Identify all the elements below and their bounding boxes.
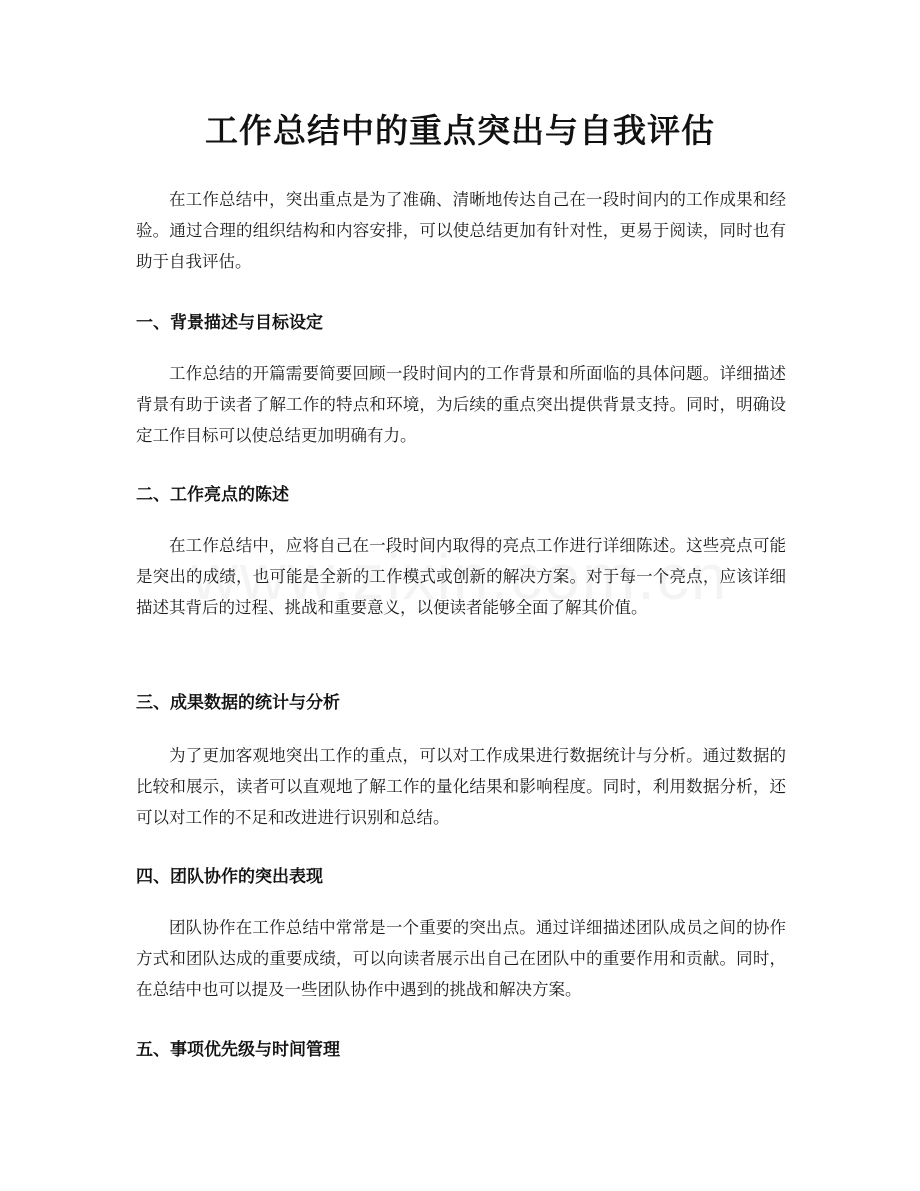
section-heading-4: 四、团队协作的突出表现 [136, 867, 323, 887]
section-heading-2: 二、工作亮点的陈述 [136, 485, 289, 505]
section-body-4: 团队协作在工作总结中常常是一个重要的突出点。通过详细描述团队成员之间的协作方式和团队达成的重要成绩，可以向读者展示出自己在团队中的重要作用和贡献。同时，在总结中也可以提及一些团队协作中遇到的挑战和解决方案。 [136, 918, 786, 999]
intro-paragraph: 在工作总结中，突出重点是为了准确、清晰地传达自己在一段时间内的工作成果和经验。通过合理的组织结构和内容安排，可以使总结更加有针对性，更易于阅读，同时也有助于自我评估。 [136, 190, 786, 271]
section-heading-5: 五、事项优先级与时间管理 [136, 1040, 340, 1060]
section-heading-3: 三、成果数据的统计与分析 [136, 693, 340, 713]
section-body-2: 在工作总结中，应将自己在一段时间内取得的亮点工作进行详细陈述。这些亮点可能是突出的成绩，也可能是全新的工作模式或创新的解决方案。对于每一个亮点，应该详细描述其背后的过程、挑战和重要意义，以便读者能够全面了解其价值。 [136, 536, 786, 617]
document-title: 工作总结中的重点突出与自我评估 [205, 111, 715, 150]
section-body-1: 工作总结的开篇需要简要回顾一段时间内的工作背景和所面临的具体问题。详细描述背景有助于读者了解工作的特点和环境，为后续的重点突出提供背景支持。同时，明确设定工作目标可以使总结更加明确有力。 [136, 364, 786, 445]
section-heading-1: 一、背景描述与目标设定 [136, 313, 323, 333]
section-body-3: 为了更加客观地突出工作的重点，可以对工作成果进行数据统计与分析。通过数据的比较和展示，读者可以直观地了解工作的量化结果和影响程度。同时，利用数据分析，还可以对工作的不足和改进进行识别和总结。 [136, 746, 786, 827]
